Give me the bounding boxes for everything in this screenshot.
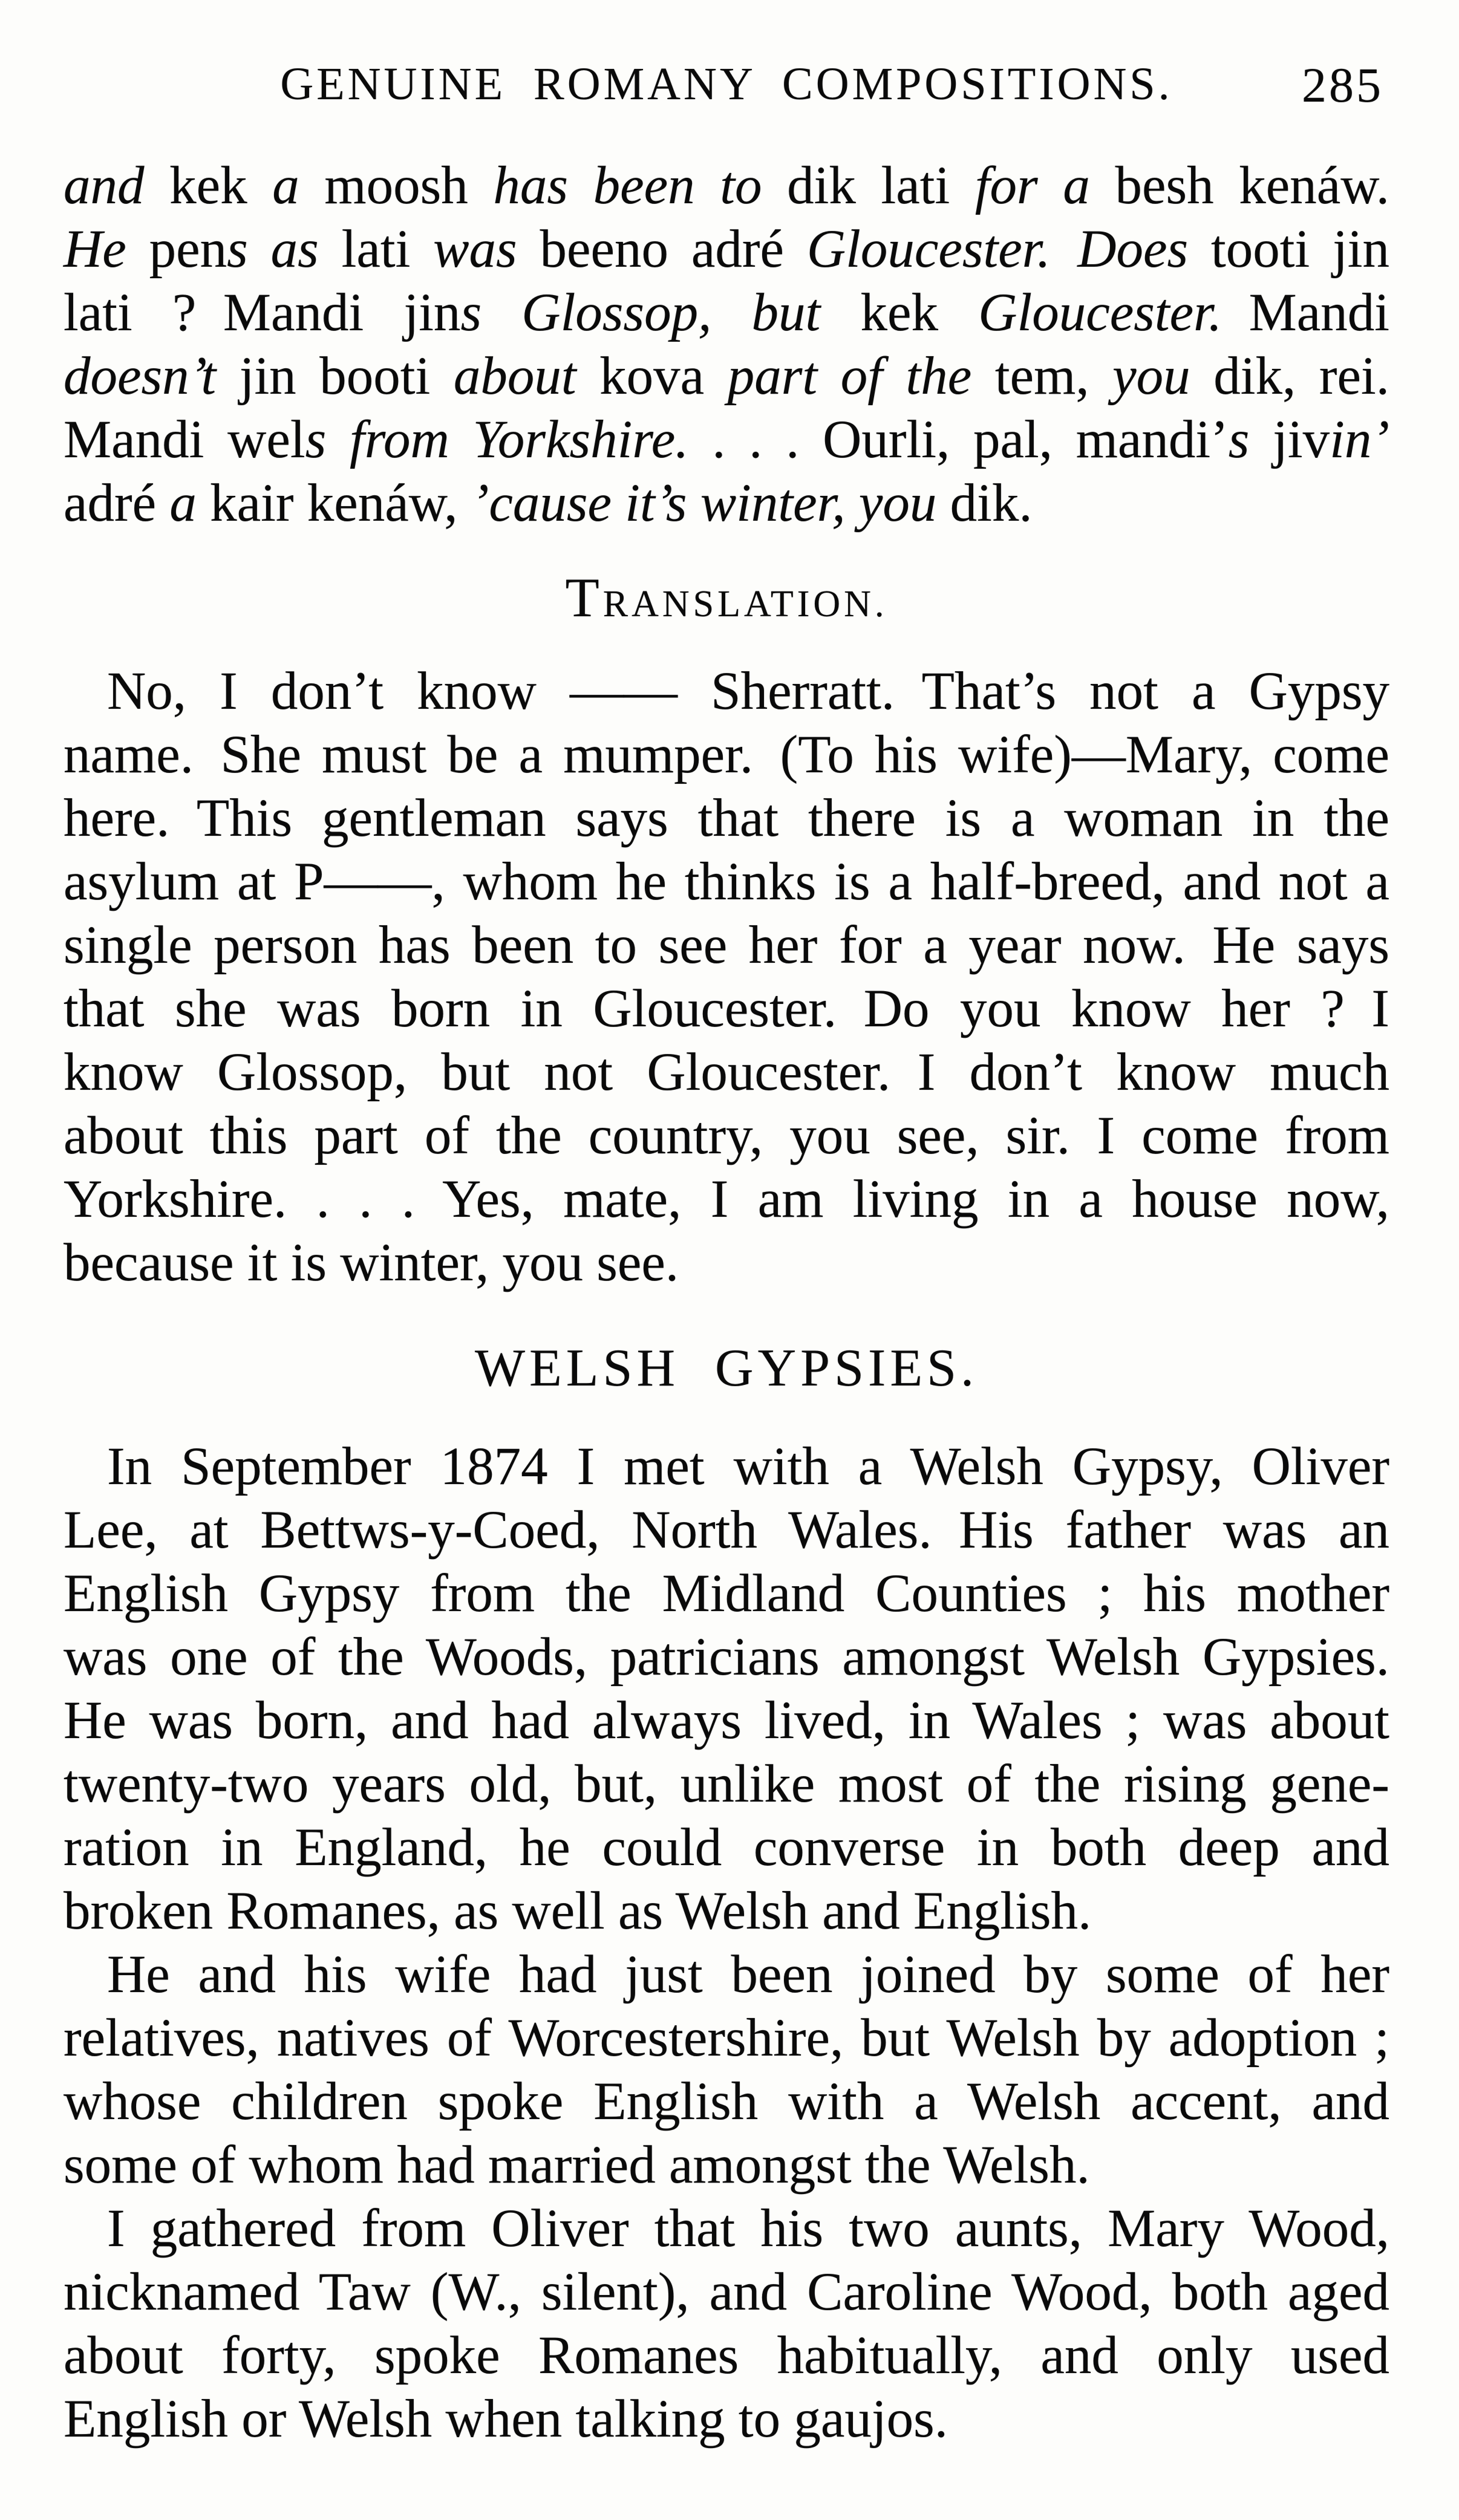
text-line: and kek a moosh has been to dik lati for a besh kenáw. [64, 156, 1389, 215]
text-line: was one of the Woods, patricians amongst Welsh Gypsies. [64, 1627, 1389, 1687]
text-line: No, I don’t know —— Sherratt. That’s not a Gypsy [107, 662, 1389, 721]
text-line: In September 1874 I met with a Welsh Gypsy, Oliver [107, 1437, 1389, 1496]
text-line: relatives, natives of Worcestershire, but Welsh by adoption ; [64, 2008, 1389, 2068]
text-line: doesn’t jin booti about kova part of the tem, you dik, rei. [64, 347, 1389, 406]
text-line: He and his wife had just been joined by some of her [107, 1945, 1389, 2004]
text-line: some of whom had married amongst the Welsh. [64, 2135, 1090, 2195]
text-line: adré a kair kenáw, ’cause it’s winter, you dik. [64, 474, 1033, 533]
running-title: GENUINE ROMANY COMPOSITIONS. [280, 59, 1173, 109]
welsh-gypsies-paragraph-3 [64, 2197, 1389, 2451]
text-line: because it is winter, you see. [64, 1233, 679, 1292]
text-line: asylum at P——, whom he thinks is a half-breed, and not a [64, 852, 1389, 911]
page-header [64, 57, 1389, 111]
text-line: know Glossop, but not Gloucester. I don’t know much [64, 1043, 1389, 1102]
welsh-gypsies-paragraph-2 [64, 1943, 1389, 2197]
text-line: name. She must be a mumper. (To his wife)—Mary, come [64, 725, 1389, 784]
text-line: single person has been to see her for a year now. He says [64, 916, 1389, 975]
text-line: Yorkshire. . . . Yes, mate, I am living in a house now, [64, 1170, 1389, 1229]
text-line: nicknamed Taw (W., silent), and Caroline Wood, both aged [64, 2262, 1389, 2322]
text-line: about forty, spoke Romanes habitually, and only used [64, 2326, 1389, 2385]
welsh-gypsies-heading: WELSH GYPSIES. [474, 1339, 979, 1398]
text-line: here. This gentleman says that there is a woman in the [64, 789, 1389, 848]
text-line: English Gypsy from the Midland Counties ; his mother [64, 1564, 1389, 1623]
text-line: that she was born in Gloucester. Do you know her ? I [64, 979, 1389, 1038]
text-line: Mandi wels from Yorkshire. . . . Ourli, pal, mandi’s jivin’ [64, 410, 1389, 469]
text-line: I gathered from Oliver that his two aunts, Mary Wood, [107, 2199, 1389, 2258]
text-line: ration in England, he could converse in both deep and [64, 1818, 1389, 1877]
text-line: He pens as lati was beeno adré Gloucester. Does tooti jin [64, 220, 1390, 279]
translation-heading: TRANSLATION. [565, 567, 888, 628]
translation-paragraph [64, 660, 1389, 1295]
text-line: English or Welsh when talking to gaujos. [64, 2389, 948, 2449]
text-line: broken Romanes, as well as Welsh and English. [64, 1881, 1092, 1941]
text-line: Lee, at Bettws-y-Coed, North Wales. His father was an [64, 1500, 1389, 1560]
page-body [64, 154, 1389, 2451]
welsh-gypsies-paragraph-1 [64, 1435, 1389, 1943]
text-line: twenty-two years old, but, unlike most of the rising gene- [64, 1754, 1389, 1814]
text-line: whose children spoke English with a Welsh accent, and [64, 2072, 1389, 2131]
text-line: He was born, and had always lived, in Wales ; was about [64, 1691, 1389, 1750]
page-number: 285 [1302, 57, 1383, 112]
text-line: lati ? Mandi jins Glossop, but kek Gloucester. Mandi [64, 283, 1389, 342]
text-line: about this part of the country, you see, sir. I come from [64, 1106, 1389, 1165]
romany-text-paragraph [64, 154, 1389, 535]
